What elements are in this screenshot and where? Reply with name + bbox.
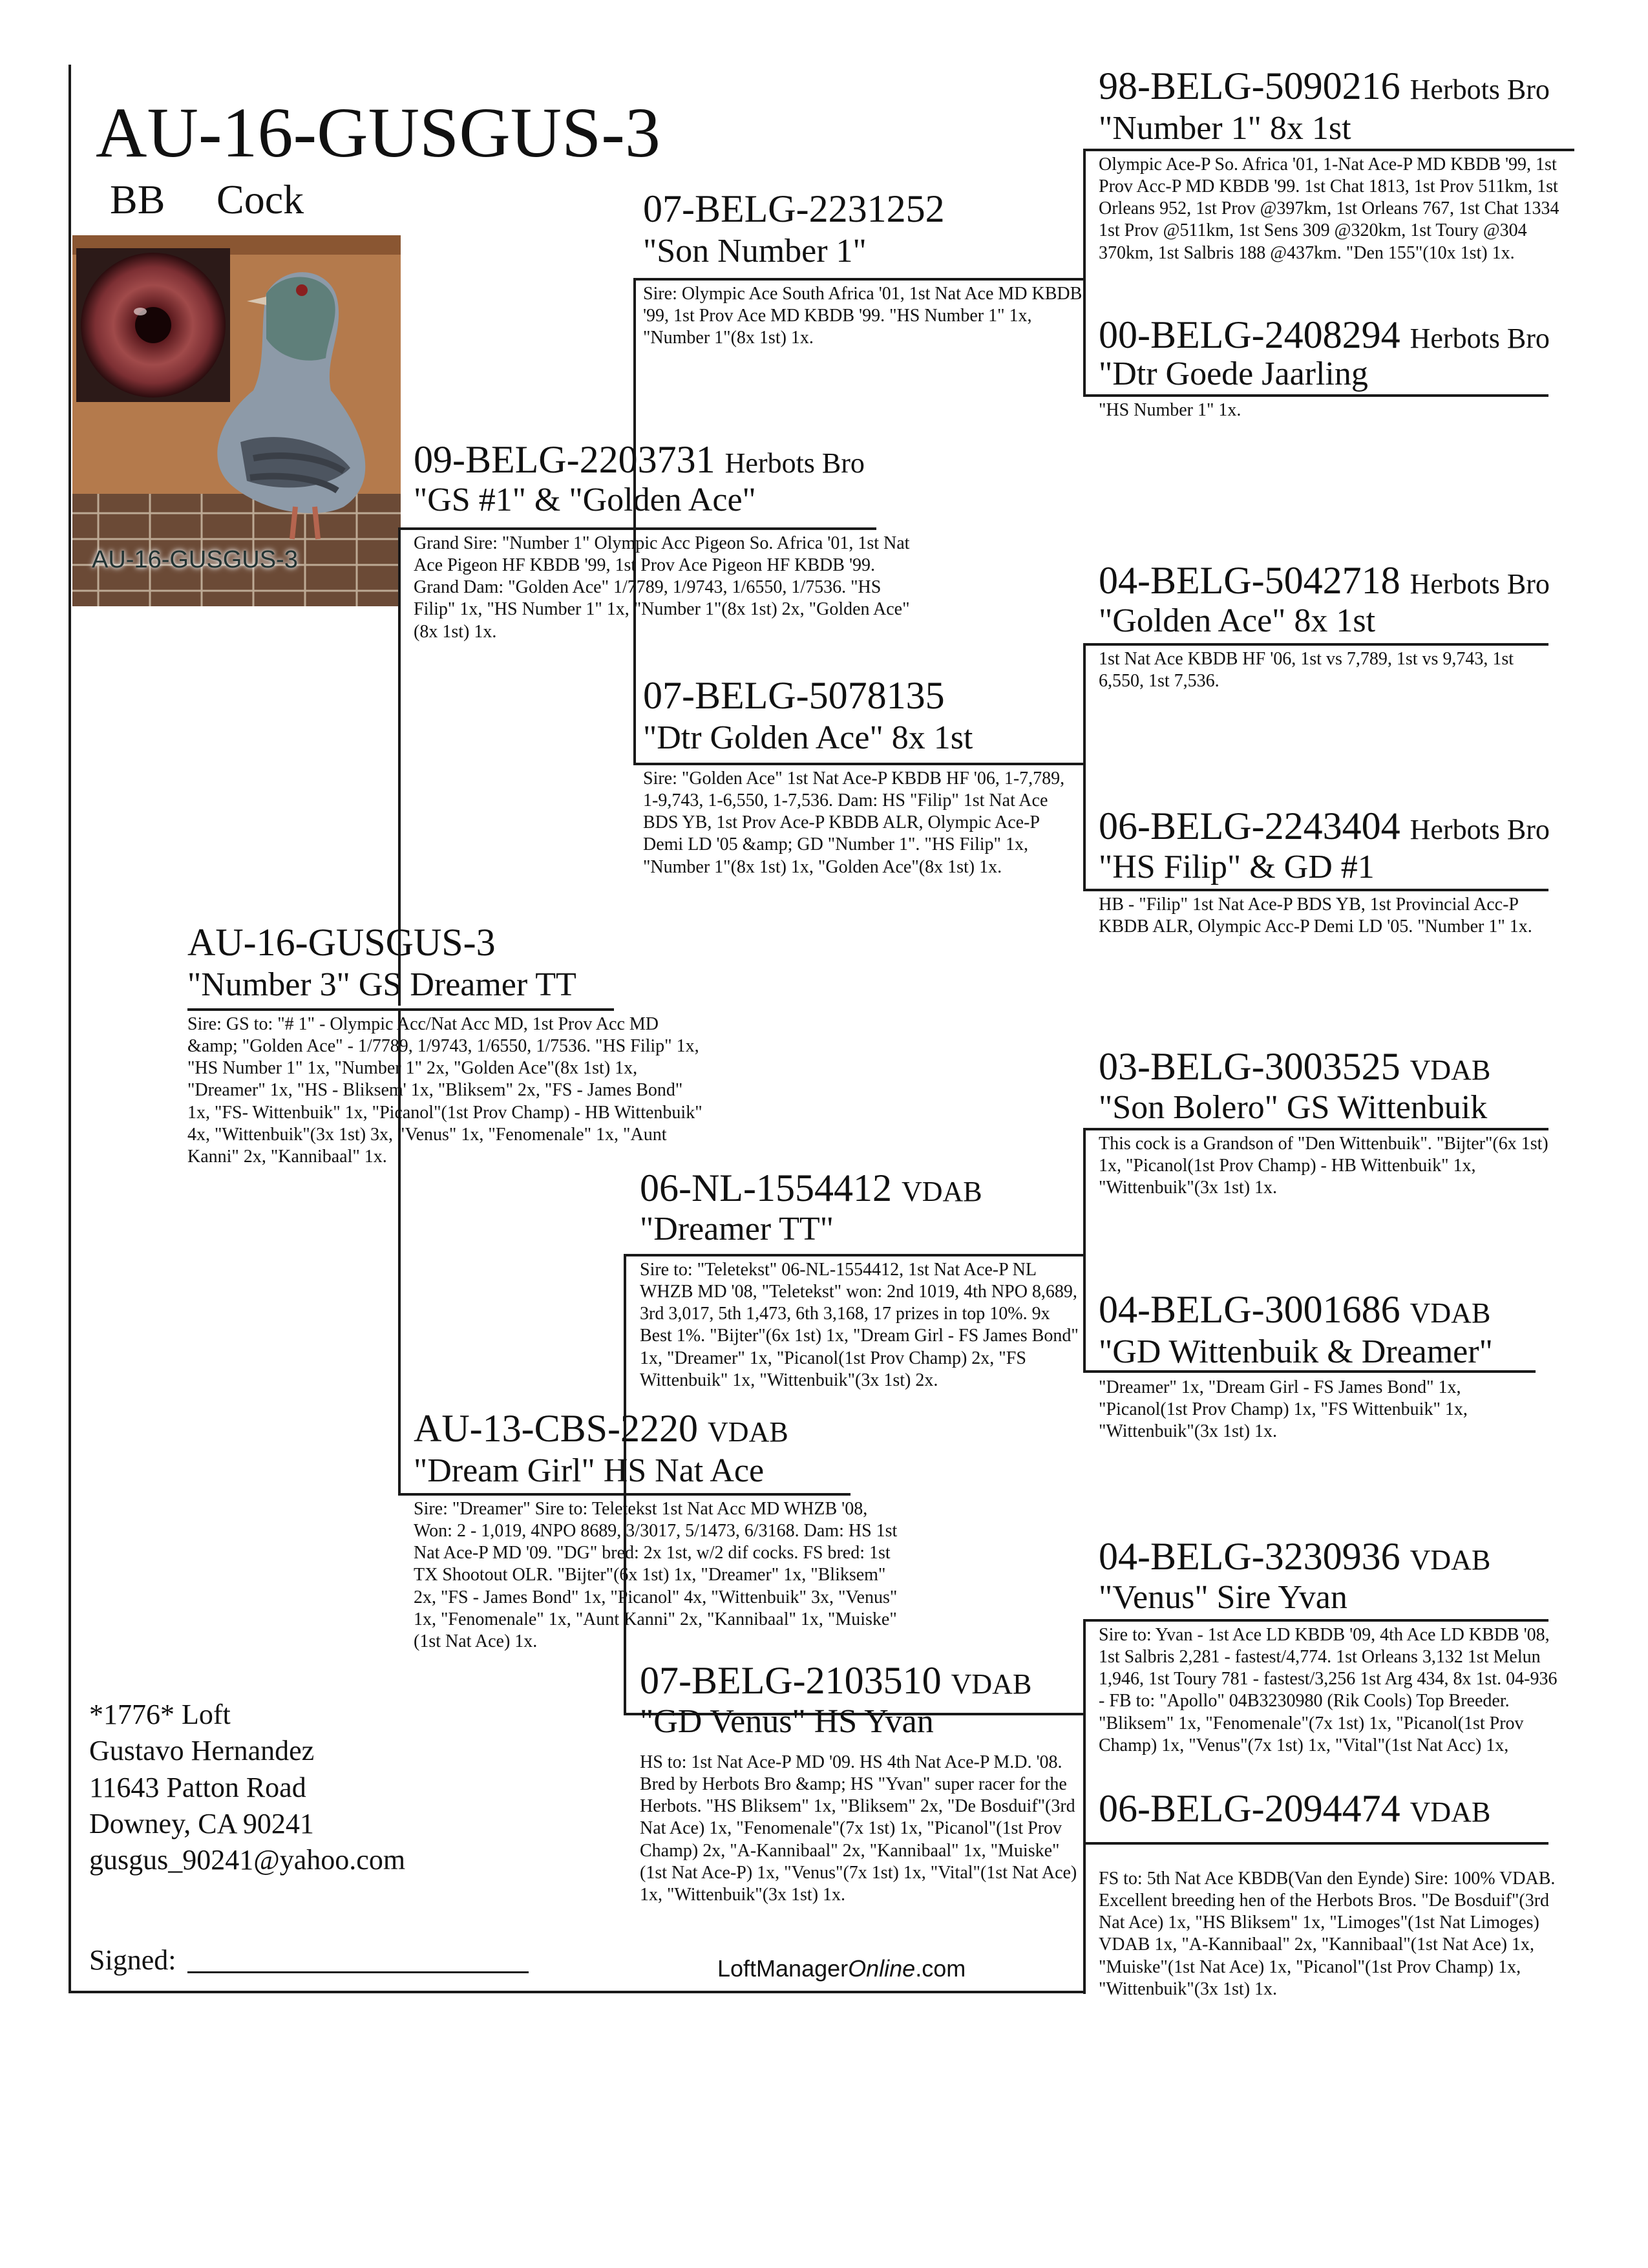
gg2-name: "Dtr Goede Jaarling [1099,355,1368,392]
page-title: AU-16-GUSGUS-3 [96,93,660,172]
gg4-breeder: Herbots Bro [1410,814,1550,845]
gg5-id-line [1099,1045,1490,1088]
owner-loft: *1776* Loft [89,1699,231,1730]
subject-name: "Number 3" GS Dreamer TT [187,966,576,1003]
gg2-id: 00-BELG-2408294 [1099,313,1400,356]
gg1-id: 98-BELG-5090216 [1099,65,1400,107]
rule-ds [624,1254,1083,1256]
footer-brand-italic: Online [848,1955,916,1982]
frame-left-border [69,65,71,1993]
dd-id: 07-BELG-2103510 [640,1659,942,1702]
rule-gg1 [1083,149,1574,151]
rule-ss [633,278,1083,281]
gg4-notes: HB - "Filip" 1st Nat Ace-P BDS YB, 1st Provincial Acc-P KBDB ALR, Olympic Acc-P Demi LD '05. "Number 1" 1x. [1099,895,1532,937]
sd-id: 07-BELG-5078135 [643,674,945,717]
rule-gg3 [1083,643,1548,646]
ds-breeder: VDAB [901,1176,982,1207]
owner-address-street: 11643 Patton Road [89,1771,306,1803]
gg2-breeder: Herbots Bro [1410,323,1550,354]
gg4-name: "HS Filip" & GD #1 [1099,849,1375,885]
gg1-breeder: Herbots Bro [1410,74,1550,105]
rule-gg4 [1083,889,1548,891]
frame-bottom-border [69,1991,1083,1993]
gg7-name: "Venus" Sire Yvan [1099,1579,1347,1616]
sire-notes: Grand Sire: "Number 1" Olympic Acc Pigeon So. Africa '01, 1st Nat Ace Pigeon HF KBDB '99, 1st Prov Ace Pigeon HF KBDB '99. Grand Dam: "Golden Ace" 1/7789, 1/9743, 1/6550, 1/7536. "HS Filip" 1x, "HS Number 1" 1x, "Number 1"(8x 1st) 2x, "Golden Ace"(8x 1st) 1x. [414,533,910,642]
gg7-id-line [1099,1535,1490,1578]
connector-gg-12 [1083,149,1086,394]
owner-address-city: Downey, CA 90241 [89,1807,314,1839]
rule-sd [633,763,1083,765]
gg5-name: "Son Bolero" GS Wittenbuik [1099,1089,1488,1126]
dam-notes: Sire: "Dreamer" Sire to: Teletekst 1st Nat Acc MD WHZB '08, Won: 2 - 1,019, 4NPO 8689, 3/3017, 5/1473, 6/3168. Dam: HS 1st Nat Ace-P MD '09. "DG" bred: 2x 1st, w/2 dif cocks. FS bred: 1st TX Shootout OLR. "Bijter"(6x 1st) 1x, "Dreamer" 1x, "Bliksem" 2x, "FS - James Bond" 1x, "Picanol" 4x, "Wittenbuik" 3x, "Venus" 1x, "Fenomenale" 1x, "Aunt Kanni" 2x, "Kannibaal" 1x, "Muiske"(1st Nat Ace) 1x. [414,1499,898,1651]
gg8-breeder: VDAB [1410,1796,1491,1828]
gg7-id: 04-BELG-3230936 [1099,1535,1400,1578]
gg8-id-line [1099,1787,1490,1830]
photo-caption: AU-16-GUSGUS-3 [92,546,298,573]
rule-sire [398,527,876,530]
gg3-name: "Golden Ace" 8x 1st [1099,602,1376,639]
gg6-notes: "Dreamer" 1x, "Dream Girl - FS James Bond" 1x, "Picanol(1st Prov Champ) 1x, "FS Wittenbuik" 1x, "Wittenbuik"(3x 1st) 1x. [1099,1377,1468,1442]
ds-id: 06-NL-1554412 [640,1167,892,1209]
ss-notes: Sire: Olympic Ace South Africa '01, 1st Nat Ace MD KBDB '99, 1st Prov Ace MD KBDB '99. "HS Number 1" 1x, "Number 1"(8x 1st) 1x. [643,284,1083,348]
signature-label: Signed: [89,1944,176,1976]
gg5-notes: This cock is a Grandson of "Den Wittenbuik". "Bijter"(6x 1st) 1x, "Picanol(1st Prov Champ) - HB Wittenbuik" 1x, "Wittenbuik"(3x 1st) 1x. [1099,1134,1548,1198]
rule-dam [398,1493,850,1496]
owner-email[interactable]: gusgus_90241@yahoo.com [89,1844,406,1876]
rule-subject [187,1008,614,1011]
dam-id-line [414,1407,788,1450]
ss-id: 07-BELG-2231252 [643,187,945,230]
gg3-id: 04-BELG-5042718 [1099,559,1400,602]
sd-name: "Dtr Golden Ace" 8x 1st [643,719,973,756]
sire-name: "GS #1" & "Golden Ace" [414,482,756,518]
rule-gg7 [1083,1619,1548,1622]
dd-notes: HS to: 1st Nat Ace-P MD '09. HS 4th Nat Ace-P M.D. '08. Bred by Herbots Bro &amp; HS "Yvan" super racer for the Herbots. "HS Bliksem" 1x, "Bliksem" 2x, "De Bosduif"(3rd Nat Ace) 1x, "Fenomenale"(7x 1st) 1x, "Picanol"(1st Prov Champ) 2x, "A-Kannibaal" 2x, "Kannibaal" 1x, "Muiske"(1st Nat Ace-P) 1x, "Venus"(7x 1st) 1x, "Vital"(1st Nat Ace) 1x, "Wittenbuik"(3x 1st) 1x. [640,1752,1077,1905]
gg2-notes: "HS Number 1" 1x. [1099,400,1241,420]
subject-notes: Sire: GS to: "# 1" - Olympic Acc/Nat Acc MD, 1st Prov Acc MD &amp; "Golden Ace" - 1/7789, 1/9743, 1/6550, 1/7536. "HS Filip" 1x, "HS Number 1" 1x, "Number 1" 2x, "Golden Ace"(8x 1st) 1x, "Dreamer" 1x, "HS - Bliksem' 1x, "Bliksem" 2x, "FS - James Bond" 1x, "FS- Wittenbuik" 1x, "Picanol"(1st Prov Champ) - HB Wittenbuik" 4x, "Wittenbuik"(3x 1st) 3x, "Venus" 1x, "Fenomenale" 1x, "Aunt Kanni" 2x, "Kannibaal" 1x. [187,1014,703,1167]
gg6-id-line [1099,1288,1490,1331]
sire-id: 09-BELG-2203731 [414,438,715,481]
gg8-notes: FS to: 5th Nat Ace KBDB(Van den Eynde) Sire: 100% VDAB. Excellent breeding hen of the Herbots Bros. "De Bosduif"(3rd Nat Ace) 1x, "HS Bliksem" 1x, "Limoges"(1st Nat Limoges) VDAB 1x, "A-Kannibaal" 2x, "Kannibaal"(1st Nat Ace) 1x, "Muiske"(1st Nat Ace) 1x, "Picanol"(1st Prov Champ) 1x, "Wittenbuik"(3x 1st) 1x. [1099,1869,1556,1999]
bird-photo [72,235,401,606]
footer-brand-suffix: .com [915,1955,966,1982]
connector-gg-34 [1083,643,1086,889]
gg1-name: "Number 1" 8x 1st [1099,110,1351,147]
dd-name: "GD Venus" HS Yvan [640,1703,934,1740]
signature-line[interactable] [187,1971,529,1973]
owner-block [89,1697,405,1879]
gg6-breeder: VDAB [1410,1297,1491,1329]
rule-gg2 [1083,394,1548,397]
footer-brand[interactable] [717,1955,966,1982]
sire-breeder: Herbots Bro [724,447,865,479]
ds-notes: Sire to: "Teletekst" 06-NL-1554412, 1st Nat Ace-P NL WHZB MD '08, "Teletekst" won: 2nd 1019, 4th NPO 8,689, 3rd 3,017, 5th 1,473, 6th 3,168, 17 prizes in top 10%. 9x Best 1%. "Bijter"(6x 1st) 1x, "Dream Girl - FS James Bond" 1x, "Dreamer" 1x, "Picanol(1st Prov Champ) 2x, "FS Wittenbuik" 1x, "Wittenbuik"(3x 1st) 2x. [640,1260,1079,1390]
rule-gg6 [1083,1370,1536,1373]
dd-id-line [640,1659,1031,1702]
sire-id-line [414,438,865,481]
gg7-breeder: VDAB [1410,1544,1491,1576]
gg1-notes: Olympic Ace-P So. Africa '01, 1-Nat Ace-P MD KBDB '99, 1st Prov Acc-P MD KBDB '99. 1st Chat 1813, 1st Prov 511km, 1st Orleans 952, 1st Prov @397km, 1st Orleans 767, 1st Chat 1334 1st Prov @511km, 1st Sens 309 @320km, 1st Toury @304 370km, 1st Salbris 188 @437km. "Den 155"(10x 1st) 1x. [1099,154,1559,263]
gg7-notes: Sire to: Yvan - 1st Ace LD KBDB '09, 4th Ace LD KBDB '08, 1st Salbris 2,281 - fastest/4,774. 1st Orleans 3,132 1st Melun 1,946, 1st Toury 781 - fastest/3,256 1st Arg 434, 8x 1st. 04-936 - FB to: "Apollo" 04B3230980 (Rik Cools) Top Breeder. "Bliksem" 1x, "Fenomenale"(7x 1st) 1x, "Picanol(1st Prov Champ) 1x, "Venus"(7x 1st) 1x, "Vital"(1st Nat Acc) 1x, [1099,1625,1558,1755]
rule-gg5 [1083,1128,1548,1130]
ds-id-line [640,1167,982,1209]
gg3-breeder: Herbots Bro [1410,568,1550,600]
gg5-breeder: VDAB [1410,1054,1491,1086]
sex-label: Cock [217,176,304,222]
gg5-id: 03-BELG-3003525 [1099,1045,1400,1088]
gg2-id-line [1099,313,1550,356]
dam-name: "Dream Girl" HS Nat Ace [414,1452,765,1489]
ds-name: "Dreamer TT" [640,1211,834,1247]
connector-gg-56 [1083,1128,1086,1370]
gg4-id-line [1099,805,1550,847]
gg8-id: 06-BELG-2094474 [1099,1787,1400,1830]
dam-breeder: VDAB [708,1416,788,1448]
connector-gg-78 [1083,1619,1086,1994]
rule-gg8 [1083,1842,1548,1845]
color-code: BB [110,176,165,222]
gg1-id-line [1099,65,1550,107]
gg6-id: 04-BELG-3001686 [1099,1288,1400,1331]
owner-name: Gustavo Hernandez [89,1735,315,1767]
subject-id: AU-16-GUSGUS-3 [187,921,496,964]
gg4-id: 06-BELG-2243404 [1099,805,1400,847]
footer-brand-prefix: LoftManager [717,1955,849,1982]
gg3-id-line [1099,559,1550,602]
gg3-notes: 1st Nat Ace KBDB HF '06, 1st vs 7,789, 1st vs 9,743, 1st 6,550, 1st 7,536. [1099,649,1514,692]
ss-name: "Son Number 1" [643,233,867,270]
dd-breeder: VDAB [951,1668,1032,1700]
gg6-name: "GD Wittenbuik & Dreamer" [1099,1333,1493,1370]
sd-notes: Sire: "Golden Ace" 1st Nat Ace-P KBDB HF '06, 1-7,789, 1-9,743, 1-6,550, 1-7,536. Dam: HS "Filip" 1st Nat Ace BDS YB, 1st Prov Ace-P KBDB ALR, Olympic Ace-P Demi LD '05 &amp; GD "Number 1". "HS Filip" 1x, "Number 1"(8x 1st) 1x, "Golden Ace"(8x 1st) 1x. [643,768,1065,877]
dam-id: AU-13-CBS-2220 [414,1407,699,1450]
